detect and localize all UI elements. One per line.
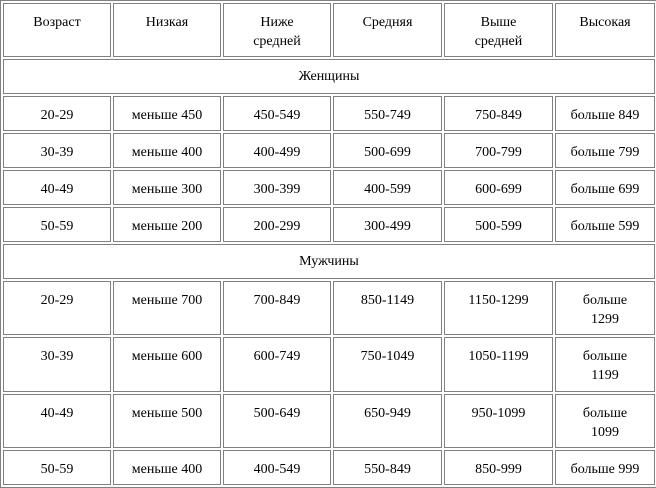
- cell-low: меньше 400: [113, 133, 221, 168]
- cell-below-average: 450-549: [223, 96, 331, 131]
- cell-high: больше 999: [555, 450, 655, 485]
- cell-above-average: 500-599: [444, 207, 553, 242]
- header-above-average: Выше средней: [444, 3, 553, 57]
- cell-low: меньше 400: [113, 450, 221, 485]
- cell-below-average: 500-649: [223, 394, 331, 448]
- cell-average: 400-599: [333, 170, 442, 205]
- cell-high: больше 699: [555, 170, 655, 205]
- cell-above-average: 850-999: [444, 450, 553, 485]
- cell-average: 650-949: [333, 394, 442, 448]
- header-below-average: Ниже средней: [223, 3, 331, 57]
- cell-above-average: 700-799: [444, 133, 553, 168]
- table-row: [3, 133, 655, 168]
- cell-high: больше 1299: [555, 281, 655, 335]
- table-row: [3, 96, 655, 131]
- cell-below-average: 700-849: [223, 281, 331, 335]
- cell-high: больше 1099: [555, 394, 655, 448]
- cell-low: меньше 200: [113, 207, 221, 242]
- header-age: Возраст: [3, 3, 111, 57]
- table-row: [3, 281, 655, 335]
- cell-age: 30-39: [3, 133, 111, 168]
- header-row: [3, 3, 655, 57]
- header-average: Средняя: [333, 3, 442, 57]
- cell-low: меньше 300: [113, 170, 221, 205]
- cell-low: меньше 700: [113, 281, 221, 335]
- cell-average: 550-749: [333, 96, 442, 131]
- cell-age: 50-59: [3, 207, 111, 242]
- cell-above-average: 1050-1199: [444, 337, 553, 391]
- cell-average: 750-1049: [333, 337, 442, 391]
- header-high: Высокая: [555, 3, 655, 57]
- section-row-women: [3, 59, 655, 94]
- cell-low: меньше 600: [113, 337, 221, 391]
- cell-average: 850-1149: [333, 281, 442, 335]
- cell-above-average: 950-1099: [444, 394, 553, 448]
- cell-high: больше 849: [555, 96, 655, 131]
- cell-below-average: 600-749: [223, 337, 331, 391]
- cell-above-average: 750-849: [444, 96, 553, 131]
- cell-above-average: 1150-1299: [444, 281, 553, 335]
- cell-average: 500-699: [333, 133, 442, 168]
- cell-age: 30-39: [3, 337, 111, 391]
- cell-average: 550-849: [333, 450, 442, 485]
- table-row: [3, 207, 655, 242]
- cell-high: больше 599: [555, 207, 655, 242]
- cell-age: 20-29: [3, 281, 111, 335]
- cell-low: меньше 450: [113, 96, 221, 131]
- cell-age: 40-49: [3, 394, 111, 448]
- cell-high: больше 1199: [555, 337, 655, 391]
- cell-age: 50-59: [3, 450, 111, 485]
- section-title-women: Женщины: [3, 59, 655, 94]
- cell-below-average: 200-299: [223, 207, 331, 242]
- cell-above-average: 600-699: [444, 170, 553, 205]
- table-row: [3, 170, 655, 205]
- section-title-men: Мужчины: [3, 244, 655, 279]
- cell-age: 40-49: [3, 170, 111, 205]
- cell-below-average: 400-549: [223, 450, 331, 485]
- cell-high: больше 799: [555, 133, 655, 168]
- cell-below-average: 300-399: [223, 170, 331, 205]
- cell-average: 300-499: [333, 207, 442, 242]
- section-row-men: [3, 244, 655, 279]
- header-low: Низкая: [113, 3, 221, 57]
- cell-low: меньше 500: [113, 394, 221, 448]
- table-row: [3, 394, 655, 448]
- cell-age: 20-29: [3, 96, 111, 131]
- cell-below-average: 400-499: [223, 133, 331, 168]
- table-row: [3, 450, 655, 485]
- table-row: [3, 337, 655, 391]
